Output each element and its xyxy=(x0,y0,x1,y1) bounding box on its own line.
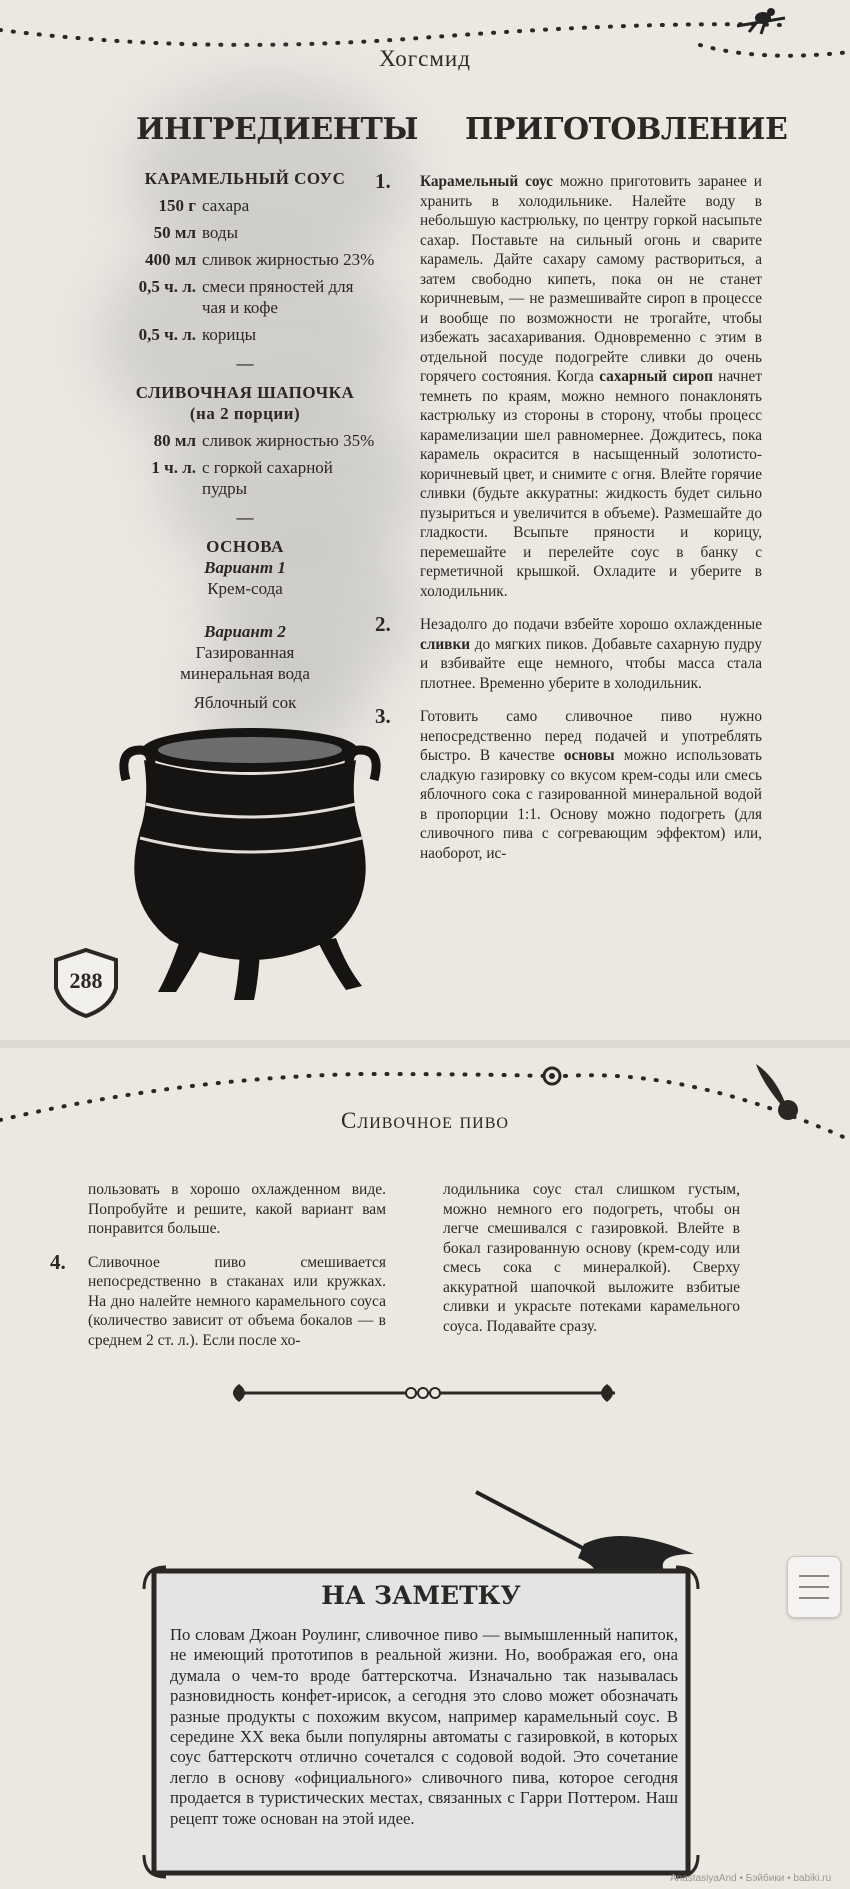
watermark: AnastasiyaAnd • Бэйбики • babiki.ru xyxy=(670,1873,832,1884)
quidditch-player-icon xyxy=(735,4,789,40)
variant-1-title: Вариант 1 xyxy=(204,558,286,577)
step-4: 4. Сливочное пиво смешивается непосредственно в стаканах или кружках. На дно налейте немного карамельного соуса (количество зависит от объема бокалов — в среднем 2 ст. л.). Если после хо- xyxy=(50,1249,386,1349)
note-text: По словам Джоан Роулинг, сливочное пиво — вымышленный напиток, не имеющий прототипов в реальной жизни. Но, воображая его, она думала о чем-то вроде баттерскотча. Изначально так называлась разновидность конфет-ирисок, а сегодня это слово может обозначать разные продукты с похожим вкусом, например карамельный соус. В середине XX века были популярны автоматы с газировкой, в которых соус баттерскотч отлично сочетался с содовой водой. Это сочетание легло в основу «официального» сливочного пива, которое сегодня продается в туристических местах, связанных с Гарри Поттером. Наш рецепт тоже основан на этой идее. xyxy=(170,1625,678,1828)
ingredient-row: 50 мл воды xyxy=(153,223,238,242)
cream-cap-heading: СЛИВОЧНАЯ ШАПОЧКА xyxy=(135,383,355,402)
menu-icon xyxy=(799,1575,829,1577)
ingredients-title: ИНГРЕДИЕНТЫ xyxy=(136,112,418,147)
ingredients-list xyxy=(110,168,380,713)
note-box xyxy=(140,1563,702,1881)
base-heading: ОСНОВА xyxy=(206,537,284,556)
preparation-steps xyxy=(375,169,763,877)
variant-2-title: Вариант 2 xyxy=(204,622,286,641)
continued-right-column: лодильника соус стал слишком густым, можно немного его подогреть, чтобы он легче смешивался с газировкой. Влейте в бокал газированную основу (крем-соду или смесь сока с минералкой). Сверху аккуратной шапочкой выложите взбитые сливки и украсьте потеками карамельного соуса. Подавайте сразу. xyxy=(443,1181,740,1335)
ingredient-row: 400 мл сливок жирностью 23% xyxy=(145,250,375,269)
ingredient-row: 0,5 ч. л. смеси пряностей для чая и кофе xyxy=(138,277,354,317)
page-header: Сливочное пиво xyxy=(341,1108,509,1133)
page-header: Хогсмид xyxy=(379,46,471,71)
continued-left-column: пользовать в хорошо охлажденном виде. Попробуйте и решите, какой вариант вам понравится больше. 4. Сливочное пиво смешивается непосредственно в стаканах или кружках. На дно налейте немного карамельного соуса (количество зависит от объема бокалов — в среднем 2 ст. л.). Если после хо- xyxy=(50,1181,386,1349)
ingredient-row: 80 мл сливок жирностью 35% xyxy=(153,431,375,450)
page-number-badge: 288 xyxy=(50,946,122,1018)
variant-1-text: Крем-сода xyxy=(207,579,283,598)
cream-cap-subheading: (на 2 порции) xyxy=(189,404,301,423)
variant-2-line: Газированная xyxy=(195,643,295,662)
cauldron-icon xyxy=(110,720,400,1010)
section-dash: — xyxy=(236,508,254,527)
step-1: 1. Карамельный соус можно приготовить заранее и хранить в холодильнике. Налейте воду в небольшую кастрюльку, по центру горкой насыпьте сахар. Поставьте на сильный огонь и сварите карамель. Дайте сахару самому раствориться, а затем свободно кипеть, пока он не станет коричневым, — не размешивайте сироп в процессе и вообще по возможности не трогайте, чтобы избежать засахаривания. Одновременно с этим в отдельной посуде подогрейте сливки до очень горячего состояния. Когда сахарный сироп начнет темнеть по краям, можно немного понаклонять кастрюльку из стороны в сторону, чтобы процесс карамелизации шел равномернее. Дождитесь, пока карамель окрасится в насыщенный золотисто-коричневый цвет, и снимите с огня. Влейте горячие сливки (будьте аккуратны: жидкость будет сильно пузыриться и увеличится в объеме). Размешайте до гладкости. Всыпьте пряности и корицу, перемешайте и перелейте соус в банку с герметичной крышкой. Охладите и уберите в холодильник. xyxy=(375,169,763,600)
variant-2-line: минеральная вода xyxy=(180,664,310,683)
menu-button[interactable] xyxy=(787,1556,841,1618)
preparation-title: ПРИГОТОВЛЕНИЕ xyxy=(465,112,788,147)
step-2: 2. Незадолго до подачи взбейте хорошо охлажденные сливки до мягких пиков. Добавьте сахарную пудру и взбивайте еще немного, чтобы масса стала плотнее. Временно уберите в холодильник. xyxy=(375,612,762,692)
variant-2-line: Яблочный сок xyxy=(193,693,297,712)
ornament-divider-icon xyxy=(225,1378,621,1408)
ingredient-row: 1 ч. л. с горкой сахарной пудры xyxy=(151,458,333,498)
caramel-sauce-heading: КАРАМЕЛЬНЫЙ СОУС xyxy=(144,169,346,188)
ingredient-row: 150 г сахара xyxy=(158,196,250,215)
note-title: НА ЗАМЕТКУ xyxy=(321,1581,521,1610)
section-dash: — xyxy=(236,354,254,373)
step-3: 3. Готовить само сливочное пиво нужно непосредственно перед подачей и употреблять быстро. В качестве основы можно использовать сладкую газировку со вкусом крем-соды или смесь яблочного сока с газированной минеральной водой в пропорции 1:1. Основу можно подогреть (для сливочного пива с согревающим эффектом) или, наоборот, ис- xyxy=(375,704,763,862)
ingredient-row: 0,5 ч. л. корицы xyxy=(138,325,257,344)
